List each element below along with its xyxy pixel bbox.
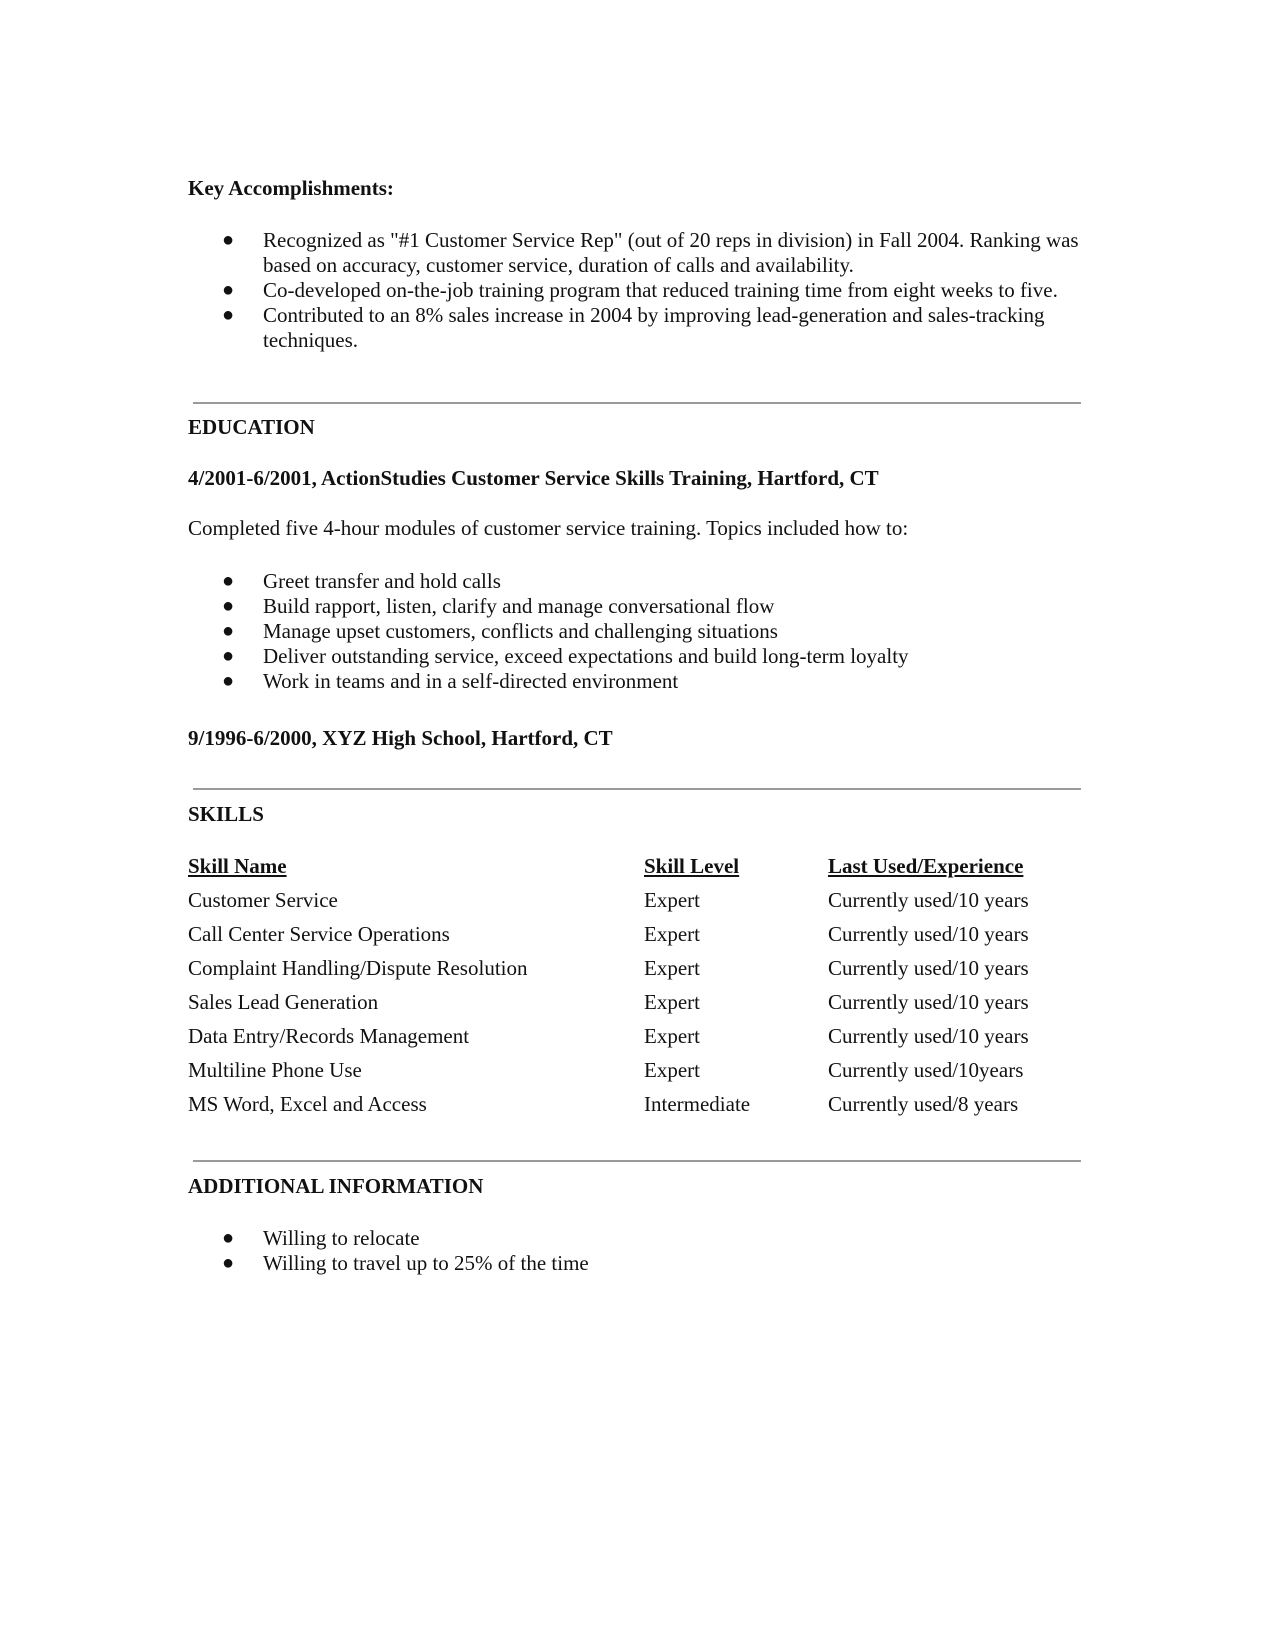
bullet-icon: ● (222, 570, 235, 592)
last-used-cell: Currently used/10years (828, 1058, 1024, 1082)
column-header-skill-name: Skill Name (188, 854, 287, 878)
column-header-last-used: Last Used/Experience (828, 854, 1024, 878)
bullet-icon: ● (222, 1252, 235, 1274)
list-item: ● Manage upset customers, conflicts and challenging situations (222, 619, 778, 643)
education-entry-title: 4/2001-6/2001, ActionStudies Customer Service Skills Training, Hartford, CT (188, 466, 879, 490)
last-used-cell: Currently used/10 years (828, 922, 1029, 946)
skill-level-cell: Expert (644, 1024, 700, 1048)
bullet-icon: ● (222, 620, 235, 642)
last-used-cell: Currently used/8 years (828, 1092, 1019, 1116)
additional-info-heading: ADDITIONAL INFORMATION (188, 1174, 484, 1198)
skill-level-cell: Intermediate (644, 1092, 751, 1116)
list-item: ● Deliver outstanding service, exceed expectations and build long-term loyalty (222, 644, 909, 668)
bullet-icon: ● (222, 279, 235, 301)
table-row (188, 1057, 1088, 1091)
list-item: ● Contributed to an 8% sales increase in 2004 by improving lead-generation and sales-tracking techniques. (222, 303, 1045, 352)
list-item: ● Recognized as "#1 Customer Service Rep" (out of 20 reps in division) in Fall 2004. Ranking was based on accuracy, customer service, duration of calls and availability. (222, 228, 1079, 277)
section-divider (193, 788, 1081, 790)
skills-heading: SKILLS (188, 802, 264, 826)
bullet-icon: ● (222, 229, 235, 251)
skill-name-cell: Data Entry/Records Management (188, 1024, 470, 1048)
last-used-cell: Currently used/10 years (828, 1024, 1029, 1048)
skill-name-cell: Sales Lead Generation (188, 990, 379, 1014)
table-row (188, 921, 1088, 955)
list-item: ● Co-developed on-the-job training program that reduced training time from eight weeks to five. (222, 278, 1058, 302)
bullet-icon: ● (222, 304, 235, 326)
skill-level-cell: Expert (644, 888, 700, 912)
table-row (188, 887, 1088, 921)
section-divider (193, 402, 1081, 404)
section-divider (193, 1160, 1081, 1162)
skill-name-cell: Customer Service (188, 888, 338, 912)
table-header-row (188, 853, 1088, 887)
last-used-cell: Currently used/10 years (828, 888, 1029, 912)
list-item: ● Build rapport, listen, clarify and manage conversational flow (222, 594, 775, 618)
last-used-cell: Currently used/10 years (828, 990, 1029, 1014)
column-header-skill-level: Skill Level (644, 854, 740, 878)
additional-info-list (222, 1226, 589, 1276)
education-entry-title: 9/1996-6/2000, XYZ High School, Hartford, CT (188, 726, 613, 750)
table-row (188, 989, 1088, 1023)
list-item: ● Work in teams and in a self-directed environment (222, 669, 679, 693)
skill-name-cell: MS Word, Excel and Access (188, 1092, 427, 1116)
list-item: ● Willing to travel up to 25% of the time (222, 1251, 589, 1275)
skill-level-cell: Expert (644, 1058, 700, 1082)
accomplishments-heading: Key Accomplishments: (188, 176, 394, 200)
education-topics-list (222, 569, 909, 694)
list-item: ● Greet transfer and hold calls (222, 569, 501, 593)
education-heading: EDUCATION (188, 415, 315, 439)
table-row (188, 955, 1088, 989)
skill-name-cell: Complaint Handling/Dispute Resolution (188, 956, 528, 980)
last-used-cell: Currently used/10 years (828, 956, 1029, 980)
bullet-icon: ● (222, 1227, 235, 1249)
skills-table (188, 853, 1088, 1125)
skill-name-cell: Call Center Service Operations (188, 922, 450, 946)
bullet-icon: ● (222, 645, 235, 667)
table-row (188, 1023, 1088, 1057)
table-row (188, 1091, 1088, 1125)
list-item: ● Willing to relocate (222, 1226, 420, 1250)
skill-level-cell: Expert (644, 922, 700, 946)
skill-name-cell: Multiline Phone Use (188, 1058, 362, 1082)
bullet-icon: ● (222, 670, 235, 692)
education-entry-description: Completed five 4-hour modules of customer service training. Topics included how to: (188, 516, 909, 540)
bullet-icon: ● (222, 595, 235, 617)
skill-level-cell: Expert (644, 990, 700, 1014)
skill-level-cell: Expert (644, 956, 700, 980)
accomplishments-list (222, 228, 1082, 353)
